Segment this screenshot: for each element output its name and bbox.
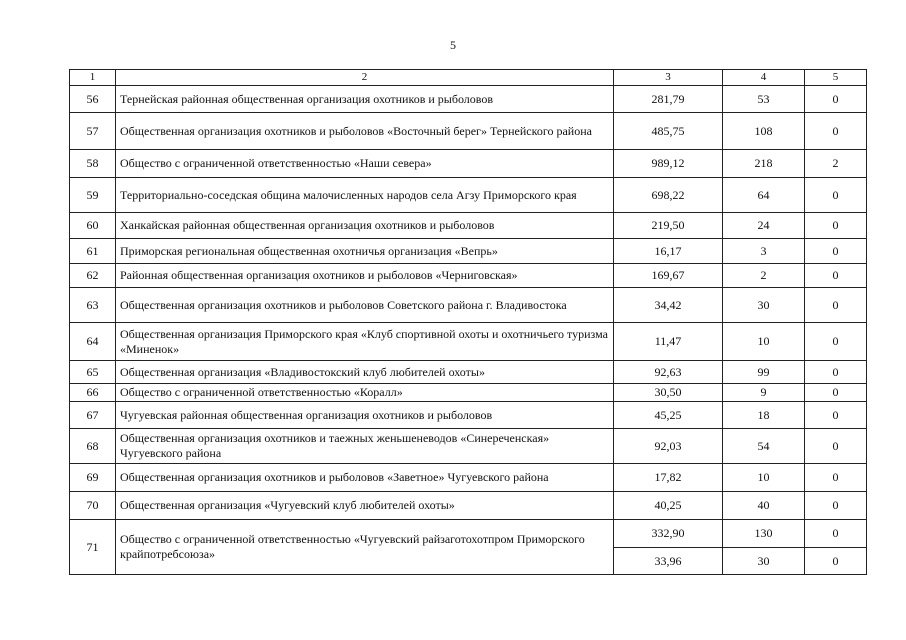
col5-value: 0 <box>805 288 867 323</box>
col4-value: 24 <box>723 213 805 239</box>
row-number: 65 <box>70 361 116 384</box>
header-col-3: 3 <box>614 70 723 86</box>
row-number: 58 <box>70 150 116 178</box>
col5-value: 0 <box>805 213 867 239</box>
row-number: 66 <box>70 384 116 402</box>
table-row <box>70 429 867 464</box>
row-number: 62 <box>70 264 116 288</box>
area-value: 698,22 <box>614 178 723 213</box>
area-value: 16,17 <box>614 239 723 264</box>
col4-value: 64 <box>723 178 805 213</box>
table-row <box>70 150 867 178</box>
col4-value: 2 <box>723 264 805 288</box>
table-row <box>70 520 867 548</box>
col5-value: 0 <box>805 239 867 264</box>
col5-value: 0 <box>805 264 867 288</box>
row-number: 60 <box>70 213 116 239</box>
col4-value: 130 <box>723 520 805 548</box>
col5-value: 0 <box>805 548 867 575</box>
col5-value: 0 <box>805 464 867 492</box>
col4-value: 9 <box>723 384 805 402</box>
organization-name: Общественная организация охотников и таежных женьшеневодов «Синереченская» Чугуевского района <box>116 429 614 464</box>
page-number: 5 <box>450 38 456 52</box>
col5-value: 0 <box>805 86 867 113</box>
area-value: 92,03 <box>614 429 723 464</box>
area-value: 17,82 <box>614 464 723 492</box>
col4-value: 3 <box>723 239 805 264</box>
organization-name: Общество с ограниченной ответственностью «Чугуевский райзаготохотпром Приморского крайпотребсоюза» <box>116 520 614 575</box>
row-number: 63 <box>70 288 116 323</box>
table-row <box>70 178 867 213</box>
table-row <box>70 361 867 384</box>
col4-value: 53 <box>723 86 805 113</box>
area-value: 332,90 <box>614 520 723 548</box>
organization-name: Общественная организация охотников и рыболовов «Заветное» Чугуевского района <box>116 464 614 492</box>
area-value: 989,12 <box>614 150 723 178</box>
col4-value: 30 <box>723 548 805 575</box>
organization-name: Чугуевская районная общественная организация охотников и рыболовов <box>116 402 614 429</box>
col4-value: 40 <box>723 492 805 520</box>
table-row <box>70 113 867 150</box>
col5-value: 0 <box>805 384 867 402</box>
col5-value: 0 <box>805 178 867 213</box>
table-row <box>70 288 867 323</box>
table-row <box>70 239 867 264</box>
organization-name: Общество с ограниченной ответственностью «Коралл» <box>116 384 614 402</box>
table-row <box>70 323 867 361</box>
organization-name: Приморская региональная общественная охотничья организация «Вепрь» <box>116 239 614 264</box>
organizations-table <box>69 69 867 575</box>
row-number: 68 <box>70 429 116 464</box>
organization-name: Общественная организация «Чугуевский клуб любителей охоты» <box>116 492 614 520</box>
header-col-1: 1 <box>70 70 116 86</box>
table-row <box>70 86 867 113</box>
organization-name: Ханкайская районная общественная организация охотников и рыболовов <box>116 213 614 239</box>
table-row <box>70 264 867 288</box>
area-value: 33,96 <box>614 548 723 575</box>
col4-value: 99 <box>723 361 805 384</box>
col5-value: 2 <box>805 150 867 178</box>
area-value: 34,42 <box>614 288 723 323</box>
row-number: 71 <box>70 520 116 575</box>
col5-value: 0 <box>805 429 867 464</box>
table-row <box>70 492 867 520</box>
row-number: 61 <box>70 239 116 264</box>
row-number: 67 <box>70 402 116 429</box>
header-col-2: 2 <box>116 70 614 86</box>
organization-name: Общественная организация «Владивостокский клуб любителей охоты» <box>116 361 614 384</box>
area-value: 45,25 <box>614 402 723 429</box>
header-col-4: 4 <box>723 70 805 86</box>
area-value: 169,67 <box>614 264 723 288</box>
table-row <box>70 464 867 492</box>
row-number: 57 <box>70 113 116 150</box>
table-header-row <box>70 70 867 86</box>
col5-value: 0 <box>805 520 867 548</box>
area-value: 92,63 <box>614 361 723 384</box>
organization-name: Территориально-соседская община малочисленных народов села Агзу Приморского края <box>116 178 614 213</box>
col5-value: 0 <box>805 361 867 384</box>
row-number: 56 <box>70 86 116 113</box>
area-value: 11,47 <box>614 323 723 361</box>
col4-value: 10 <box>723 464 805 492</box>
col4-value: 54 <box>723 429 805 464</box>
table-row <box>70 384 867 402</box>
col5-value: 0 <box>805 113 867 150</box>
col4-value: 10 <box>723 323 805 361</box>
area-value: 219,50 <box>614 213 723 239</box>
row-number: 59 <box>70 178 116 213</box>
col4-value: 30 <box>723 288 805 323</box>
area-value: 281,79 <box>614 86 723 113</box>
table-row <box>70 213 867 239</box>
col4-value: 108 <box>723 113 805 150</box>
col4-value: 218 <box>723 150 805 178</box>
organization-name: Общественная организация охотников и рыболовов «Восточный берег» Тернейского района <box>116 113 614 150</box>
organization-name: Общество с ограниченной ответственностью «Наши севера» <box>116 150 614 178</box>
col5-value: 0 <box>805 492 867 520</box>
organization-name: Общественная организация охотников и рыболовов Советского района г. Владивостока <box>116 288 614 323</box>
col5-value: 0 <box>805 323 867 361</box>
row-number: 69 <box>70 464 116 492</box>
organization-name: Тернейская районная общественная организация охотников и рыболовов <box>116 86 614 113</box>
col4-value: 18 <box>723 402 805 429</box>
row-number: 64 <box>70 323 116 361</box>
area-value: 40,25 <box>614 492 723 520</box>
table-row <box>70 402 867 429</box>
area-value: 485,75 <box>614 113 723 150</box>
row-number: 70 <box>70 492 116 520</box>
organization-name: Общественная организация Приморского края «Клуб спортивной охоты и охотничьего туризма «Миненок» <box>116 323 614 361</box>
col5-value: 0 <box>805 402 867 429</box>
area-value: 30,50 <box>614 384 723 402</box>
header-col-5: 5 <box>805 70 867 86</box>
organization-name: Районная общественная организация охотников и рыболовов «Черниговская» <box>116 264 614 288</box>
